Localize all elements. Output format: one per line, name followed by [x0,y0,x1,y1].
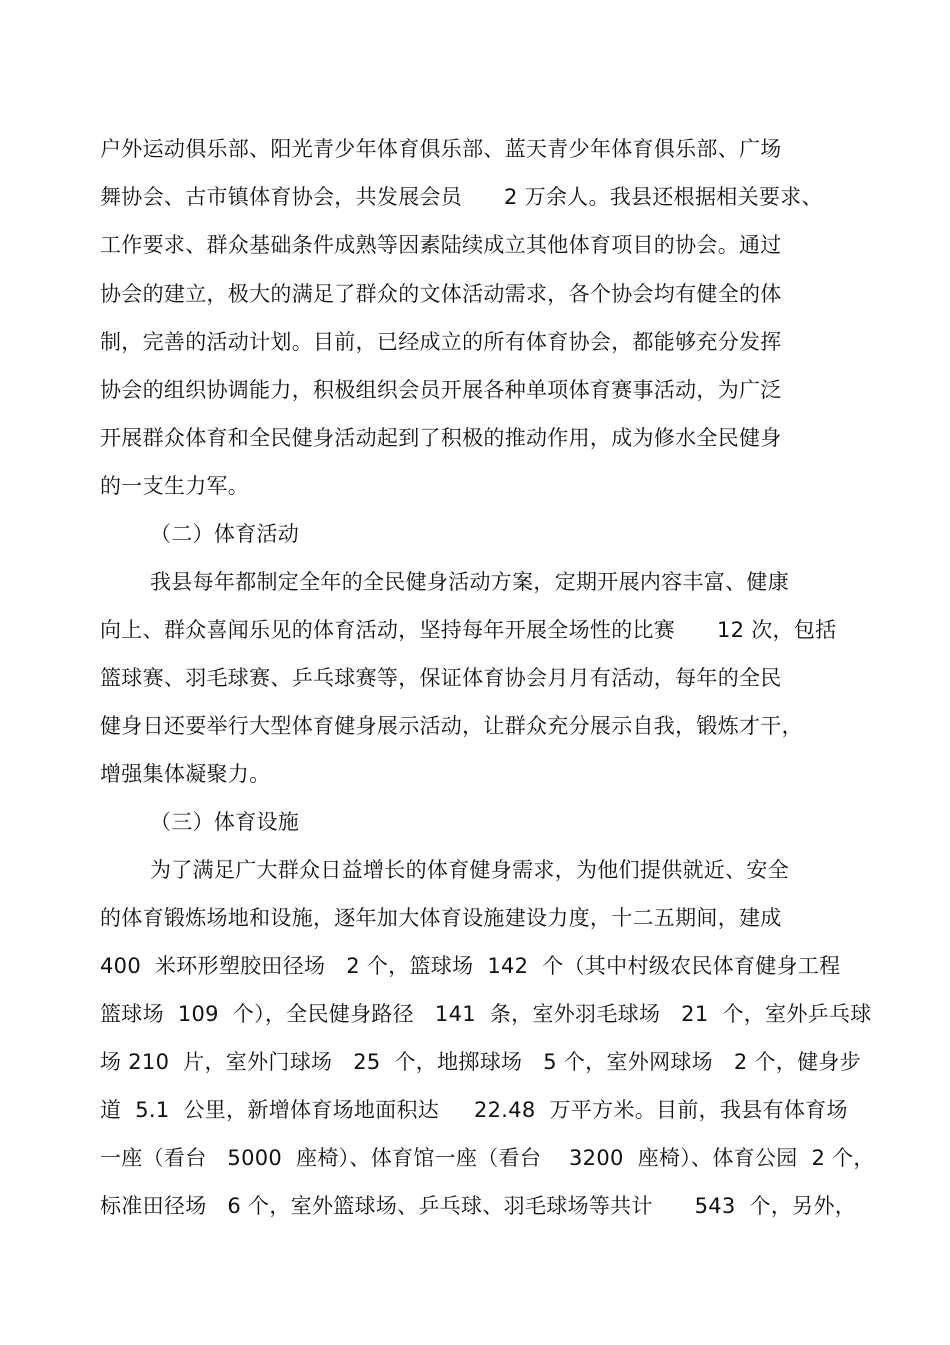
section-heading-facilities: （三）体育设施 [150,810,300,834]
text-line-16: 为了满足广大群众日益增长的体育健身需求，为他们提供就近、安全 [150,858,789,882]
text-line-18: 400 米环形塑胶田径场 2 个，篮球场 142 个（其中村级农民体育健身工程 [100,954,841,978]
text-line-1: 户外运动俱乐部、阳光青少年体育俱乐部、蓝天青少年体育俱乐部、广场 [100,137,782,161]
text-line-20: 场 210 片，室外门球场 25 个，地掷球场 5 个，室外网球场 2 个，健身步 [100,1050,862,1074]
text-line-17: 的体育锻炼场地和设施，逐年加大体育设施建设力度，十二五期间，建成 [100,906,782,930]
text-line-22: 一座（看台 5000 座椅）、体育馆一座（看台 3200 座椅）、体育公园 2 个， [100,1146,875,1170]
text-line-5: 制，完善的活动计划。目前，已经成立的所有体育协会，都能够充分发挥 [100,330,782,354]
text-line-21: 道 5.1 公里，新增体育场地面积达 22.48 万平方米。目前，我县有体育场 [100,1098,848,1122]
text-line-3: 工作要求、群众基础条件成熟等因素陆续成立其他体育项目的协会。通过 [100,233,782,257]
text-line-2: 舞协会、古市镇体育协会，共发展会员 2 万余人。我县还根据相关要求、 [100,185,823,209]
text-line-10: 我县每年都制定全年的全民健身活动方案，定期开展内容丰富、健康 [150,570,789,594]
text-line-6: 协会的组织协调能力，积极组织会员开展各种单项体育赛事活动，为广泛 [100,378,782,402]
text-line-12: 篮球赛、羽毛球赛、乒乓球赛等，保证体育协会月月有活动，每年的全民 [100,666,782,690]
text-line-8: 的一支生力军。 [100,474,250,498]
text-line-4: 协会的建立，极大的满足了群众的文体活动需求，各个协会均有健全的体 [100,282,782,306]
text-line-14: 增强集体凝聚力。 [100,762,271,786]
text-line-19: 篮球场 109 个），全民健身路径 141 条，室外羽毛球场 21 个，室外乒乓球 [100,1002,872,1026]
text-line-7: 开展群众体育和全民健身活动起到了积极的推动作用，成为修水全民健身 [100,426,782,450]
text-line-11: 向上、群众喜闻乐见的体育活动，坚持每年开展全场性的比赛 12 次，包括 [100,618,837,642]
text-line-23: 标准田径场 6 个，室外篮球场、乒乓球、羽毛球场等共计 543 个，另外， [100,1194,857,1218]
text-line-13: 健身日还要举行大型体育健身展示活动，让群众充分展示自我，锻炼才干， [100,714,803,738]
section-heading-activities: （二）体育活动 [150,522,300,546]
